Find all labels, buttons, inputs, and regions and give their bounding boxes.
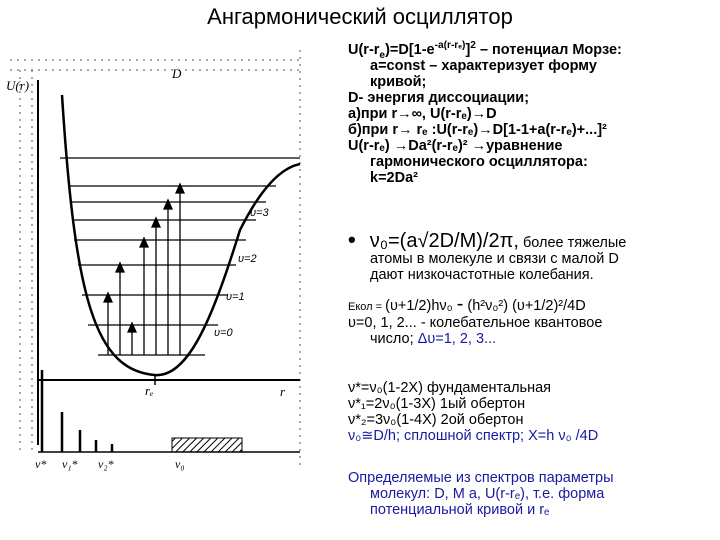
level-label-1: υ=1 — [226, 291, 245, 303]
freq-note-3: дают низкочастотные колебания. — [370, 267, 594, 283]
spectrum-label-fund: ν* — [35, 457, 47, 471]
freq-line: • ν₀=(a√2D/M)/2π, более тяжелые — [348, 227, 627, 252]
level-label-2: υ=2 — [238, 253, 257, 265]
level-label-0: υ=0 — [214, 327, 233, 339]
re-label: rₑ — [145, 383, 154, 398]
dissociation-label: D — [172, 66, 182, 81]
d-energy-line: D- энергия диссоциации; — [348, 90, 530, 106]
harm-k-line: k=2Da² — [370, 170, 418, 186]
quantum-num-line: υ=0, 1, 2... - колебательное квантовое — [348, 315, 603, 331]
case-b-line: б)при r→ rₑ :U(r-rₑ)→D[1-1+a(r-rₑ)+...]² — [348, 122, 607, 138]
bullet: • — [348, 227, 356, 252]
spectrum-labels — [35, 457, 185, 471]
harm-eq-line: U(r-rₑ) →Da²(r-rₑ)² →уравнение — [348, 138, 563, 154]
determined-line2: молекул: D, M а, U(r-rₑ), т.е. форма — [370, 486, 605, 502]
case-a-line: а)при r→∞, U(r-rₑ)→D — [348, 106, 497, 122]
morse-formula — [348, 42, 622, 186]
energy-block — [348, 293, 603, 347]
fundamental-line: ν*=ν₀(1-2X) фундаментальная — [348, 380, 552, 396]
morse-potential-figure — [0, 40, 360, 540]
determined-block — [348, 470, 614, 518]
frequency-block — [348, 227, 627, 283]
transition-arrows — [104, 184, 184, 355]
determined-line: Определяемые из спектров параметры — [348, 470, 614, 486]
continuum-hatch — [172, 438, 242, 452]
slide-title: Ангармонический осциллятор — [207, 4, 513, 29]
morse-curve — [62, 95, 300, 375]
morse-line: $U(r-r_e)=D[1-e^{-a(r-r_e)}]^2$ – потенциал Морзе: — [348, 40, 622, 61]
y-axis-label: U(r) — [6, 78, 30, 93]
harm-eq-line2: гармонического осциллятора: — [370, 154, 588, 170]
overtone2-line: ν*₂=3ν₀(1-4X) 2ой обертон — [348, 412, 524, 428]
a-const-line: a=const – характеризует форму — [370, 58, 597, 74]
freq-note-2: атомы в молекуле и связи с малой D — [370, 251, 619, 267]
overtone-block — [348, 380, 598, 444]
continuum-line: ν₀≅D/h; сплошной спектр; X=h ν₀ /4D — [348, 428, 599, 444]
energy-line: Eкол = (υ+1/2)hν₀ - (h²ν₀²) (υ+1/2)²/4D — [348, 293, 586, 315]
level-label-3: υ=3 — [250, 207, 269, 219]
a-const-line2: кривой; — [370, 74, 427, 90]
overtone1-line: ν*₁=2ν₀(1-3X) 1ый обертон — [348, 396, 526, 412]
x-axis-label: r — [280, 384, 286, 399]
determined-line3: потенциальной кривой и rₑ — [370, 502, 550, 518]
spectrum-label-nu0: ν₀ — [175, 457, 185, 471]
spectrum-lines — [42, 370, 112, 452]
quantum-num-line2: число; Δυ=1, 2, 3... — [370, 331, 497, 347]
spectrum-label-ov1: ν₁* — [62, 457, 78, 471]
spectrum-label-ov2: ν₂* — [98, 457, 114, 471]
